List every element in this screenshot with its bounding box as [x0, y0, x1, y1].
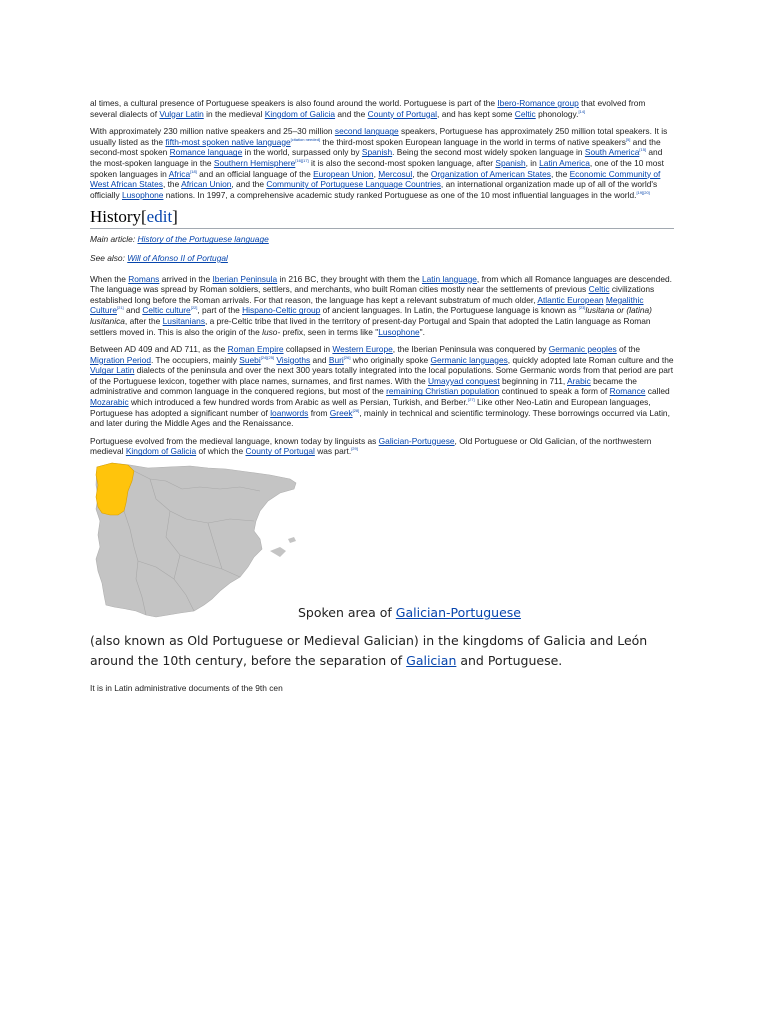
citation-marker[interactable]: [18] — [190, 168, 197, 174]
edit-bracket: [ — [141, 207, 147, 227]
text: al times, a cultural presence of Portuguese speakers is also found around the world. Portuguese is part of the — [90, 98, 498, 108]
text: of the — [616, 344, 641, 355]
link-county-of-portugal[interactable]: County of Portugal — [245, 446, 315, 457]
article-body — [90, 98, 674, 694]
text: , and has kept some — [437, 108, 515, 119]
link-second-language[interactable]: second language — [334, 126, 399, 137]
text: became the administrative and common language in the conquered regions, but most of the — [90, 375, 637, 397]
text: and the second-most spoken — [90, 136, 661, 158]
link-ecowas[interactable]: Economic Community of West African States — [90, 168, 661, 190]
text: Between AD 409 and AD 711, as the — [90, 344, 228, 355]
link-european-union[interactable]: European Union — [313, 168, 374, 179]
citation-marker[interactable]: [16][17] — [295, 158, 309, 164]
link-will-of-afonso[interactable]: Will of Afonso II of Portugal — [127, 252, 228, 263]
text: , mainly in technical and scientific terminology. These borrowings occurred via Latin, and later during the Middle Ages and the Renaissance. — [90, 407, 670, 429]
text: speakers, Portuguese has approximately 250 million total speakers. It is usually listed as the — [90, 126, 668, 147]
map-figure — [90, 459, 674, 631]
link-romance-language[interactable]: Romance language — [169, 147, 243, 158]
caption-text: (also known as Old Portuguese or Medieval Galician) in the kingdoms of Galicia and León around the 10th century, before the separation of — [90, 633, 648, 669]
text: , from which all Romance languages are descended. The language was spread by Roman soldiers, settlers, and merchants, who built Roman cities mostly near the settlements of previous — [90, 273, 672, 295]
citation-marker[interactable]: [19][20] — [636, 189, 650, 195]
intro-paragraph-1 — [90, 98, 674, 119]
text: of ancient languages. In Latin, the Portuguese language is known as — [320, 305, 579, 316]
caption-text: and Portuguese. — [456, 653, 563, 669]
link-greek[interactable]: Greek — [329, 407, 353, 418]
link-history-of-portuguese[interactable]: History of the Portuguese language — [137, 234, 269, 245]
link-megalithic-culture[interactable]: Megalithic Culture — [90, 294, 644, 316]
citation-marker[interactable]: [21] — [117, 305, 124, 311]
link-spanish-2[interactable]: Spanish — [495, 157, 526, 168]
link-suebi[interactable]: Suebi — [239, 354, 261, 365]
text: , in — [525, 157, 540, 168]
link-galician-portuguese[interactable]: Galician-Portuguese — [395, 605, 521, 621]
link-atlantic-european[interactable]: Atlantic European — [537, 294, 604, 305]
edit-link[interactable]: edit — [146, 207, 173, 227]
link-southern-hemisphere[interactable]: Southern Hemisphere — [213, 157, 296, 168]
text: When the — [90, 273, 129, 284]
text: , the Iberian Peninsula was conquered by — [392, 344, 549, 355]
link-buri[interactable]: Buri — [328, 354, 344, 365]
citation-marker[interactable]: [26] — [343, 354, 351, 360]
text: , the — [550, 168, 570, 179]
link-oas[interactable]: Organization of American States — [430, 168, 551, 179]
citation-marker[interactable]: [27] — [468, 397, 475, 403]
text: and — [123, 305, 143, 316]
citation-marker[interactable]: [5] — [625, 136, 631, 142]
link-hispano-celtic[interactable]: Hispano-Celtic group — [242, 305, 321, 316]
map-caption-line-1 — [298, 603, 521, 623]
text: , the — [162, 179, 182, 190]
italic-text: lusitana or (latina) lusitanica — [90, 305, 652, 326]
history-paragraph-3 — [90, 436, 674, 457]
truncated-paragraph: It is in Latin administrative documents of the 9th cen — [90, 683, 283, 694]
main-article-hatnote — [90, 234, 674, 245]
text: , the — [412, 168, 431, 179]
text: and — [310, 354, 329, 365]
hatnote-label: Main article: — [90, 234, 138, 245]
link-mercosul[interactable]: Mercosul — [378, 168, 413, 179]
link-latin-language[interactable]: Latin language — [421, 273, 477, 284]
link-christian-population[interactable]: remaining Christian population — [386, 386, 500, 397]
text: . The occupiers, mainly — [150, 354, 240, 365]
text: arrived in the — [159, 273, 213, 284]
link-lusitanians[interactable]: Lusitanians — [162, 315, 206, 326]
text: civilizations established long before the Roman arrivals. For that reason, the language has kept a relevant substratum of much older, — [90, 284, 655, 305]
intro-paragraph-2 — [90, 126, 674, 200]
link-roman-empire[interactable]: Roman Empire — [227, 344, 284, 355]
text: , part of the — [197, 305, 243, 316]
text: , quickly adopted late Roman culture and the — [507, 354, 674, 365]
link-mozarabic[interactable]: Mozarabic — [90, 397, 129, 408]
text: , after the — [124, 315, 163, 326]
text: and the most-spoken language in the — [90, 147, 663, 168]
citation-marker[interactable]: [22] — [190, 305, 198, 311]
link-romans[interactable]: Romans — [128, 273, 160, 284]
citation-marker[interactable]: [14] — [578, 108, 586, 114]
citation-marker[interactable]: [23] — [578, 305, 586, 311]
link-cplp[interactable]: Community of Portuguese Language Countries — [266, 179, 441, 190]
link-western-europe[interactable]: Western Europe — [332, 344, 393, 355]
text: of which the — [196, 446, 246, 457]
text: , Old Portuguese or Old Galician, of the northwestern medieval — [90, 435, 652, 457]
link-iberian-peninsula[interactable]: Iberian Peninsula — [212, 273, 278, 284]
link-loanwords[interactable]: loanwords — [270, 407, 309, 418]
see-also-hatnote — [90, 253, 674, 264]
text: dialects of the peninsula and over the next 300 years totally integrated into the local populations. Some Germanic words from that period are part of the Portuguese lexicon, together with place names, surnames, and first names. With the — [90, 365, 674, 386]
citation-marker[interactable]: [15] — [639, 147, 647, 153]
text: in the medieval — [203, 108, 265, 119]
link-umayyad-conquest[interactable]: Umayyad conquest — [427, 375, 500, 386]
text: was part. — [314, 446, 352, 457]
link-galician[interactable]: Galician — [406, 653, 457, 669]
link-kingdom-of-galicia[interactable]: Kingdom of Galicia — [264, 108, 336, 119]
link-africa[interactable]: Africa — [168, 168, 191, 179]
edit-bracket: ] — [172, 207, 178, 227]
link-romance[interactable]: Romance — [609, 386, 646, 397]
link-spanish[interactable]: Spanish — [361, 147, 393, 158]
text: beginning in 711, — [499, 375, 568, 386]
hatnote-label: See also: — [90, 252, 128, 263]
history-paragraph-1 — [90, 274, 674, 338]
iberia-map — [90, 459, 298, 619]
link-lusophone[interactable]: Lusophone — [378, 326, 420, 337]
section-title: History — [90, 207, 141, 227]
text: who originally spoke — [350, 354, 431, 365]
citation-marker[interactable]: [citation needed] — [290, 136, 321, 142]
link-celtic-culture[interactable]: Celtic culture — [142, 305, 191, 316]
text: prefix, seen in terms like " — [280, 326, 379, 337]
text: nations. In 1997, a comprehensive academic study ranked Portuguese as one of the 10 most influential languages in the world. — [163, 189, 637, 200]
text: called — [645, 386, 670, 397]
text: , and the — [231, 179, 267, 190]
link-ibero-romance[interactable]: Ibero-Romance group — [497, 98, 579, 108]
link-kingdom-of-galicia[interactable]: Kingdom of Galicia — [125, 446, 197, 457]
text: that evolved from several dialects of — [90, 98, 646, 119]
link-celtic[interactable]: Celtic — [588, 284, 610, 295]
text: With approximately 230 million native speakers and 25–30 million — [90, 126, 335, 137]
text: and an official language of the — [196, 168, 314, 179]
citation-marker[interactable]: [28] — [352, 407, 360, 413]
link-galician-portuguese[interactable]: Galician-Portuguese — [378, 435, 455, 446]
citation-marker[interactable]: [24][25] — [260, 354, 275, 360]
link-migration-period[interactable]: Migration Period — [90, 354, 151, 365]
text: , a pre-Celtic tribe that lived in the territory of present-day Portugal and Spain that adopted the Latin language as Roman settlers moved in. This is also the origin of the — [90, 315, 651, 337]
text: and the — [335, 108, 368, 119]
text: ". — [419, 326, 425, 337]
text: from — [308, 407, 330, 418]
text: phonology. — [535, 108, 579, 119]
text: collapsed in — [283, 344, 333, 355]
history-heading — [90, 207, 674, 229]
text: Portuguese evolved from the medieval language, known today by linguists as — [90, 435, 379, 446]
text: in 216 BC, they brought with them the — [277, 273, 422, 284]
link-vulgar-latin[interactable]: Vulgar Latin — [159, 108, 204, 119]
link-lusophone[interactable]: Lusophone — [121, 189, 164, 200]
italic-text: luso- — [262, 326, 281, 337]
citation-marker[interactable]: [29] — [351, 446, 358, 452]
link-germanic-peoples[interactable]: Germanic peoples — [548, 344, 617, 355]
link-visigoths[interactable]: Visigoths — [276, 354, 311, 365]
link-vulgar-latin[interactable]: Vulgar Latin — [90, 365, 135, 376]
text: , — [373, 168, 379, 179]
link-south-america[interactable]: South America — [584, 147, 640, 158]
text: . Being the second most widely spoken language in — [392, 147, 585, 158]
text: in the world, surpassed only by — [242, 147, 362, 158]
link-fifth-most-spoken[interactable]: fifth-most spoken native language — [165, 136, 291, 147]
text: , one of the 10 most spoken languages in — [90, 157, 664, 179]
text: the third-most spoken European language in the world in terms of native speakers — [320, 136, 626, 147]
text: Like other Neo-Latin and European languages, Portuguese has adopted a significant number of — [90, 397, 651, 418]
link-african-union[interactable]: African Union — [181, 179, 232, 190]
map-caption — [90, 631, 674, 671]
link-germanic-languages[interactable]: Germanic languages — [430, 354, 508, 365]
text: it is also the second-most spoken language, after — [308, 157, 496, 168]
link-celtic[interactable]: Celtic — [514, 108, 536, 119]
link-arabic[interactable]: Arabic — [567, 375, 591, 386]
text: continued to speak a form of — [499, 386, 610, 397]
text: , an international organization made up of all of the world's officially — [90, 179, 658, 200]
history-paragraph-2 — [90, 344, 674, 429]
caption-text: Spoken area of — [298, 605, 396, 621]
link-latin-america[interactable]: Latin America — [539, 157, 590, 168]
link-county-of-portugal[interactable]: County of Portugal — [367, 108, 438, 119]
text: which introduced a few hundred words from Arabic as well as Persian, Turkish, and Berber. — [128, 397, 468, 408]
